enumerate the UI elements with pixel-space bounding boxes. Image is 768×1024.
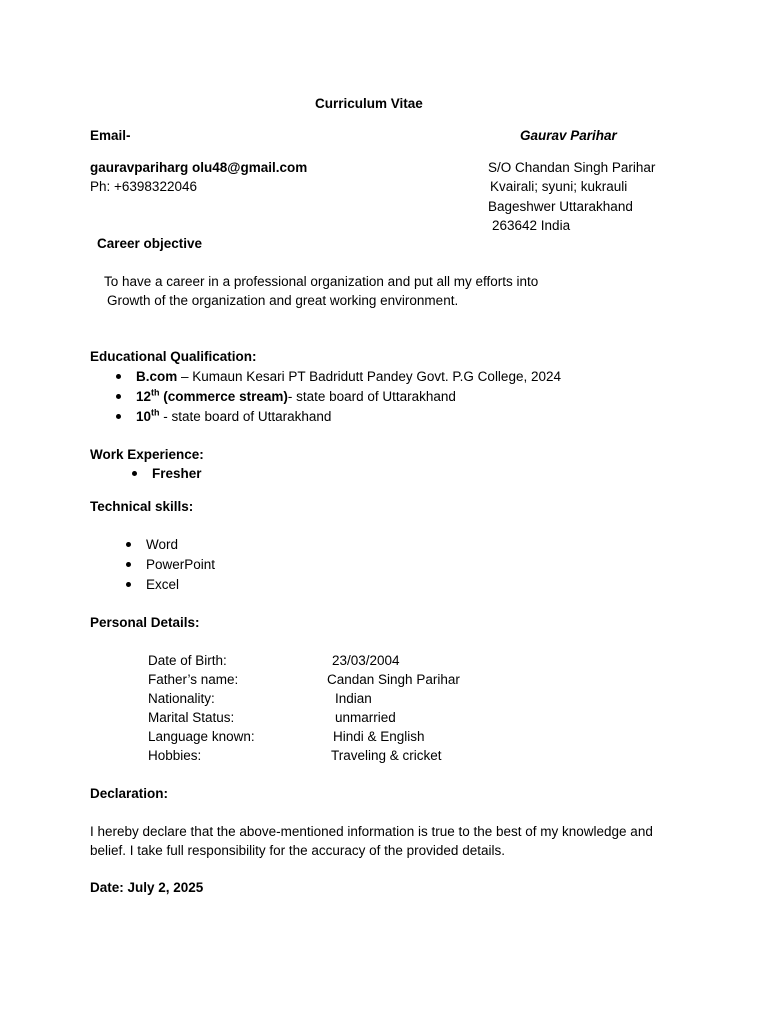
personal-label: Hobbies: <box>148 748 202 763</box>
personal-details-heading: Personal Details: <box>90 615 200 630</box>
bullet-icon <box>132 471 137 476</box>
bullet-icon <box>126 562 131 567</box>
skill-item: PowerPoint <box>146 555 215 575</box>
personal-value: Hindi & English <box>333 729 425 744</box>
personal-label: Nationality: <box>148 691 215 706</box>
personal-row-dob <box>148 651 568 670</box>
education-heading: Educational Qualification: <box>90 349 257 364</box>
work-experience-item: Fresher <box>152 464 202 484</box>
personal-value: unmarried <box>335 710 396 725</box>
address-line-2: Kvairali; syuni; kukrauli <box>490 179 628 194</box>
address-line-4: 263642 India <box>492 218 571 233</box>
personal-label: Marital Status: <box>148 710 235 725</box>
personal-value: Indian <box>335 691 372 706</box>
personal-label: Father’s name: <box>148 672 239 687</box>
bullet-icon <box>126 582 131 587</box>
career-objective-line-2: Growth of the organization and great working environment. <box>107 293 459 308</box>
degree-superscript: th <box>151 407 160 418</box>
degree-detail: – Kumaun Kesari PT Badridutt Pandey Govt. P.G College, 2024 <box>177 369 561 384</box>
personal-value: Candan Singh Parihar <box>327 672 460 687</box>
email-address: gauravpariharg olu48@gmail.com <box>90 160 308 175</box>
career-objective-line-1: To have a career in a professional organization and put all my efforts into <box>104 274 539 289</box>
declaration-heading: Declaration: <box>90 786 169 801</box>
work-experience-list <box>152 464 202 484</box>
address-line-1: S/O Chandan Singh Parihar <box>488 160 656 175</box>
work-experience-heading: Work Experience: <box>90 447 204 462</box>
personal-value: Traveling & cricket <box>331 748 442 763</box>
personal-value: 23/03/2004 <box>332 653 400 668</box>
address-line-3: Bageshwer Uttarakhand <box>488 199 633 214</box>
personal-row-nationality <box>148 689 568 708</box>
phone-number: Ph: +6398322046 <box>90 179 197 194</box>
career-objective-heading: Career objective <box>97 236 203 251</box>
email-label: Email- <box>90 128 131 143</box>
education-item <box>136 387 561 407</box>
candidate-name: Gaurav Parihar <box>520 128 617 143</box>
technical-skills-list <box>146 535 215 595</box>
personal-row-marital <box>148 708 568 727</box>
education-item <box>136 367 561 387</box>
skill-item: Excel <box>146 575 215 595</box>
bullet-icon <box>126 542 131 547</box>
personal-row-language <box>148 727 568 746</box>
declaration-line-1: I hereby declare that the above-mentioned information is true to the best of my knowledge and <box>90 824 653 839</box>
bullet-icon <box>116 394 121 399</box>
bullet-icon <box>116 414 121 419</box>
technical-skills-heading: Technical skills: <box>90 499 194 514</box>
degree-label: 12 <box>136 389 152 404</box>
personal-row-hobbies <box>148 746 568 765</box>
degree-label: B.com <box>136 369 178 384</box>
degree-detail: - state board of Uttarakhand <box>159 409 332 424</box>
declaration-line-2: belief. I take full responsibility for the accuracy of the provided details. <box>90 843 505 858</box>
degree-superscript: th <box>151 387 160 398</box>
degree-label: 10 <box>136 409 152 424</box>
personal-label: Language known: <box>148 729 255 744</box>
personal-label: Date of Birth: <box>148 653 227 668</box>
degree-stream: (commerce stream) <box>159 389 288 404</box>
skill-item: Word <box>146 535 215 555</box>
education-item <box>136 407 561 427</box>
education-list <box>136 367 561 427</box>
document-title: Curriculum Vitae <box>315 96 423 111</box>
bullet-icon <box>116 374 121 379</box>
date-line: Date: July 2, 2025 <box>90 880 204 895</box>
personal-row-father <box>148 670 568 689</box>
degree-detail: - state board of Uttarakhand <box>287 389 456 404</box>
